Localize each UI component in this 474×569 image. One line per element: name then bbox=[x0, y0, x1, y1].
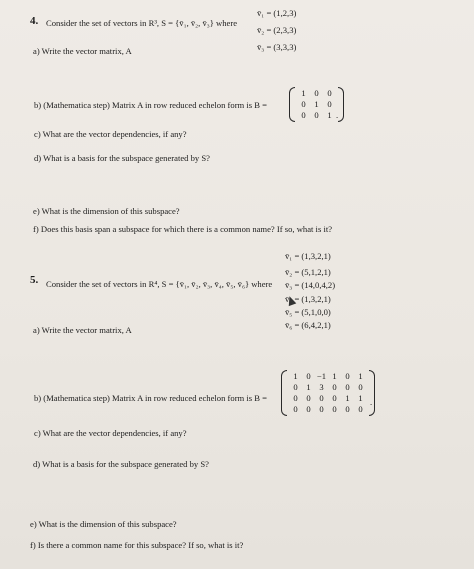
q5-vector-2: v̄₂ = (5,1,2,1) bbox=[285, 267, 331, 277]
q4-matrix-cell: 0 bbox=[301, 110, 306, 120]
q5-matrix-cell: 1 bbox=[358, 393, 363, 403]
q4-part-e: e) What is the dimension of this subspace? bbox=[33, 206, 180, 216]
q5-vector-4: v̄₄ = (1,3,2,1) bbox=[285, 294, 331, 304]
q5-part-a: a) Write the vector matrix, A bbox=[33, 325, 132, 335]
q4-vector-1: v̄₁ = (1,2,3) bbox=[257, 8, 297, 18]
q4-matrix-period: . bbox=[336, 110, 339, 120]
q5-matrix-cell: 1 bbox=[345, 393, 350, 403]
q4-vector-2: v̄₂ = (2,3,3) bbox=[257, 25, 297, 35]
q5-matrix-cell: 0 bbox=[319, 404, 324, 414]
q4-part-f: f) Does this basis span a subspace for which there is a common name? If so, what is it? bbox=[33, 224, 333, 234]
q5-part-e: e) What is the dimension of this subspace? bbox=[30, 519, 177, 529]
q5-matrix-cell: 1 bbox=[358, 371, 363, 381]
q4-part-a: a) Write the vector matrix, A bbox=[33, 46, 132, 56]
q5-matrix-cell: 0 bbox=[332, 382, 337, 392]
q5-part-b: b) (Mathematica step) Matrix A in row reduced echelon form is B = bbox=[34, 393, 267, 403]
q5-vector-5: v̄₅ = (5,1,0,0) bbox=[285, 307, 331, 317]
q5-matrix-cell: 0 bbox=[319, 393, 324, 403]
q5-matrix-cell: 0 bbox=[345, 404, 350, 414]
q5-rref-matrix bbox=[281, 370, 375, 416]
q4-matrix-cell: 0 bbox=[301, 99, 306, 109]
q5-matrix-cell: 0 bbox=[293, 393, 298, 403]
q5-vector-3: v̄₃ = (14,0,4,2) bbox=[285, 280, 336, 290]
q5-matrix-cell: 1 bbox=[293, 371, 298, 381]
q5-matrix-cell: 1 bbox=[306, 382, 311, 392]
q5-vector-1: v̄₁ = (1,3,2,1) bbox=[285, 251, 331, 261]
q5-matrix-cell: 0 bbox=[332, 393, 337, 403]
q5-prompt: Consider the set of vectors in R⁴, S = {v̄₁, v̄₂, v̄₃, v̄₄, v̄₅, v̄₆} where bbox=[46, 279, 273, 289]
q4-matrix-cell: 0 bbox=[327, 99, 332, 109]
q5-matrix-cell: 0 bbox=[306, 404, 311, 414]
q5-vector-6: v̄₆ = (6,4,2,1) bbox=[285, 320, 331, 330]
q5-matrix-cell: 1 bbox=[332, 371, 337, 381]
q4-matrix-cell: 0 bbox=[327, 88, 332, 98]
q4-part-c: c) What are the vector dependencies, if any? bbox=[34, 129, 187, 139]
q4-number: 4. bbox=[30, 15, 39, 27]
q4-prompt: Consider the set of vectors in R³, S = {v̄₁, v̄₂, v̄₃} where bbox=[46, 18, 238, 28]
q5-part-c: c) What are the vector dependencies, if any? bbox=[34, 428, 187, 438]
q5-matrix-cell: 0 bbox=[332, 404, 337, 414]
q4-matrix-cell: 1 bbox=[327, 110, 332, 120]
q5-matrix-cell: 0 bbox=[306, 371, 311, 381]
q4-part-b: b) (Mathematica step) Matrix A in row reduced echelon form is B = bbox=[34, 100, 267, 110]
q5-matrix-cell: 0 bbox=[358, 382, 363, 392]
q5-part-d: d) What is a basis for the subspace generated by S? bbox=[33, 459, 209, 469]
q5-part-f: f) Is there a common name for this subspace? If so, what is it? bbox=[30, 540, 244, 550]
q4-part-d: d) What is a basis for the subspace generated by S? bbox=[34, 153, 210, 163]
q5-number: 5. bbox=[30, 274, 39, 286]
q5-matrix-period: . bbox=[370, 397, 373, 407]
q4-vector-3: v̄₃ = (3,3,3) bbox=[257, 42, 297, 52]
q5-matrix-cell: 0 bbox=[293, 382, 298, 392]
q5-matrix-cell: −1 bbox=[316, 371, 327, 381]
q5-matrix-cell: 0 bbox=[358, 404, 363, 414]
q5-matrix-cell: 0 bbox=[306, 393, 311, 403]
q5-matrix-cell: 0 bbox=[345, 382, 350, 392]
q4-matrix-cell: 1 bbox=[314, 99, 319, 109]
q5-matrix-cell: 0 bbox=[345, 371, 350, 381]
q5-matrix-cell: 3 bbox=[319, 382, 324, 392]
q5-matrix-cell: 0 bbox=[293, 404, 298, 414]
q4-matrix-cell: 0 bbox=[314, 110, 319, 120]
q4-matrix-cell: 1 bbox=[301, 88, 306, 98]
q4-matrix-cell: 0 bbox=[314, 88, 319, 98]
